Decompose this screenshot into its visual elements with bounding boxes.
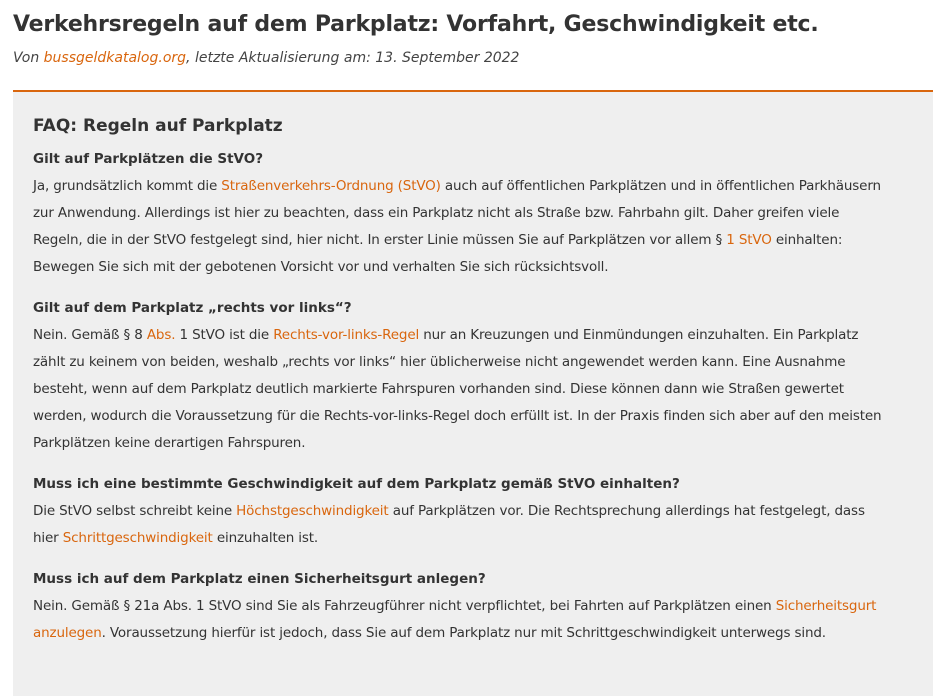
answer-link[interactable]: Rechts-vor-links-Regel <box>273 327 420 343</box>
answer-text: werden, wodurch die Voraussetzung für die Rechts-vor-links-Regel doch erfüllt ist. In der Praxis finden sich aber auf den meisten <box>33 408 882 424</box>
faq-answer <box>33 173 913 281</box>
byline-date: , letzte Aktualisierung am: 13. September 2022 <box>186 50 520 66</box>
byline-prefix: Von <box>13 50 44 66</box>
answer-line <box>33 254 913 281</box>
answer-text: Regeln, die in der StVO festgelegt sind, hier nicht. In erster Linie müssen Sie auf Parkplätzen vor allem § <box>33 232 727 248</box>
faq-question: Muss ich auf dem Parkplatz einen Sicherheitsgurt anlegen? <box>33 571 486 587</box>
answer-link[interactable]: anzulegen <box>33 625 102 641</box>
answer-line <box>33 173 913 200</box>
answer-link[interactable]: Schrittgeschwindigkeit <box>62 530 213 546</box>
faq-answer <box>33 498 913 552</box>
answer-text: auf Parkplätzen vor. Die Rechtsprechung allerdings hat festgelegt, dass <box>388 503 865 519</box>
answer-link[interactable]: Abs. <box>146 327 176 343</box>
answer-text: einzuhalten ist. <box>212 530 319 546</box>
answer-link[interactable]: 1 StVO <box>726 232 772 248</box>
answer-text: nur an Kreuzungen und Einmündungen einzuhalten. Ein Parkplatz <box>419 327 859 343</box>
answer-text: Nein. Gemäß § 21a Abs. 1 StVO sind Sie als Fahrzeugführer nicht verpflichtet, bei Fahrten auf Parkplätzen einen <box>33 598 776 614</box>
faq-question: Gilt auf dem Parkplatz „rechts vor links“? <box>33 300 352 316</box>
faq-item <box>33 471 913 552</box>
answer-link[interactable]: Sicherheitsgurt <box>775 598 877 614</box>
answer-text: auch auf öffentlichen Parkplätzen und in öffentlichen Parkhäusern <box>440 178 881 194</box>
answer-text: Bewegen Sie sich mit der gebotenen Vorsicht vor und verhalten Sie sich rücksichtsvoll. <box>33 259 609 275</box>
answer-text: hier <box>33 530 63 546</box>
faq-item <box>33 295 913 457</box>
answer-line <box>33 227 913 254</box>
answer-text: einhalten: <box>771 232 843 248</box>
faq-title: FAQ: Regeln auf Parkplatz <box>33 116 283 136</box>
faq-answer <box>33 322 913 457</box>
answer-text: zählt zu keinem von beiden, weshalb „rechts vor links“ hier üblicherweise nicht angewendet werden kann. Eine Ausnahme <box>33 354 846 370</box>
answer-text: besteht, wenn auf dem Parkplatz deutlich markierte Fahrspuren vorhanden sind. Diese können dann wie Straßen gewertet <box>33 381 844 397</box>
answer-text: Parkplätzen keine derartigen Fahrspuren. <box>33 435 306 451</box>
answer-line <box>33 620 913 647</box>
faq-question: Muss ich eine bestimmte Geschwindigkeit auf dem Parkplatz gemäß StVO einhalten? <box>33 476 680 492</box>
faq-answer <box>33 593 913 647</box>
answer-text: zur Anwendung. Allerdings ist hier zu beachten, dass ein Parkplatz nicht als Straße bzw. Fahrbahn gilt. Daher greifen viele <box>33 205 840 221</box>
answer-line <box>33 376 913 403</box>
answer-line <box>33 593 913 620</box>
answer-line <box>33 430 913 457</box>
faq-item <box>33 146 913 281</box>
author-link[interactable]: bussgeldkatalog.org <box>43 50 187 66</box>
answer-text: Die StVO selbst schreibt keine <box>33 503 237 519</box>
answer-text: Ja, grundsätzlich kommt die <box>33 178 222 194</box>
page-title: Verkehrsregeln auf dem Parkplatz: Vorfahrt, Geschwindigkeit etc. <box>13 12 819 37</box>
faq-list <box>33 146 913 647</box>
byline <box>13 48 519 68</box>
answer-line <box>33 403 913 430</box>
answer-line <box>33 349 913 376</box>
answer-line <box>33 200 913 227</box>
faq-item <box>33 566 913 647</box>
answer-text: . Voraussetzung hierfür ist jedoch, dass Sie auf dem Parkplatz nur mit Schrittgeschwindigkeit unterwegs sind. <box>101 625 826 641</box>
answer-text: 1 StVO ist die <box>175 327 274 343</box>
faq-question: Gilt auf Parkplätzen die StVO? <box>33 151 264 167</box>
answer-text: Nein. Gemäß § 8 <box>33 327 147 343</box>
answer-line <box>33 322 913 349</box>
answer-line <box>33 525 913 552</box>
answer-link[interactable]: Straßenverkehrs-Ordnung (StVO) <box>221 178 441 194</box>
answer-line <box>33 498 913 525</box>
faq-box <box>13 90 933 696</box>
answer-link[interactable]: Höchstgeschwindigkeit <box>236 503 389 519</box>
